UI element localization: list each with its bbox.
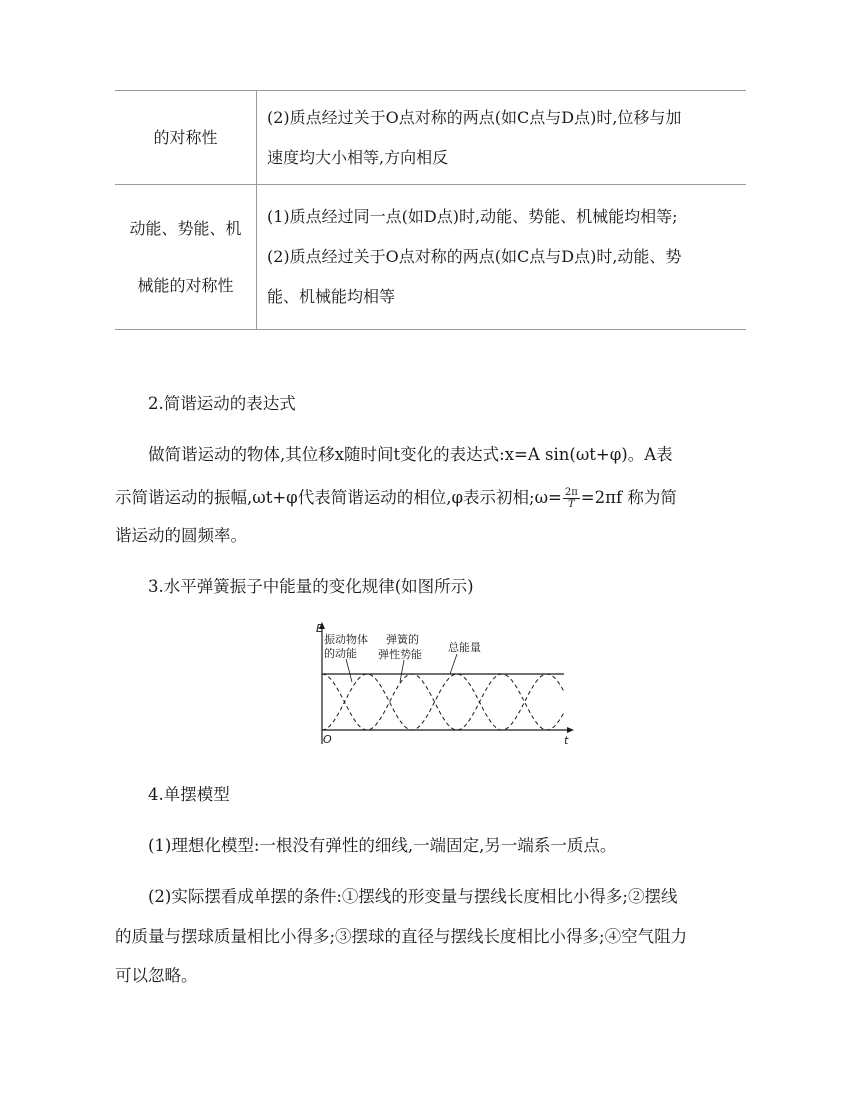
section-heading: 2.简谐运动的表达式 xyxy=(148,394,296,413)
formula-text: 示简谐运动的振幅,ωt+φ代表简谐运动的相位,φ表示初相;ω= xyxy=(115,488,562,507)
elastic-label: 弹簧的 xyxy=(386,633,419,646)
fraction-numerator: 2π xyxy=(564,487,578,498)
elastic-potential-curve xyxy=(322,674,564,730)
paragraph-line: 做简谐运动的物体,其位移x随时间t变化的表达式:x=A sin(ωt+φ)。A表 xyxy=(148,445,673,464)
content-line: 能、机械能均相等 xyxy=(267,287,396,306)
content-line: (2)质点经过关于O点对称的两点(如C点与D点)时,位移与加 xyxy=(267,107,682,127)
y-axis-label: E xyxy=(316,622,323,635)
elastic-label-leader xyxy=(400,660,404,682)
total-label: 总能量 xyxy=(448,641,481,654)
table-cell-content xyxy=(257,185,747,330)
paragraph-line: 的质量与摆球质量相比小得多;③摆球的直径与摆线长度相比小得多;④空气阻力 xyxy=(115,927,688,946)
x-axis-label: t xyxy=(564,734,569,747)
paragraph-line: 可以忽略。 xyxy=(115,966,198,985)
paragraph-line: 谐运动的圆频率。 xyxy=(115,526,247,545)
row-label: 的对称性 xyxy=(153,127,218,147)
table-cell-label xyxy=(115,185,257,330)
section-heading: 4.单摆模型 xyxy=(148,785,230,804)
table-row xyxy=(115,185,746,330)
kinetic-energy-curve xyxy=(322,674,564,730)
total-label-leader xyxy=(450,654,457,674)
content-line: (1)质点经过同一点(如D点)时,动能、势能、机械能均相等; xyxy=(267,207,678,226)
fraction-denominator: T xyxy=(567,499,575,510)
symmetry-table xyxy=(115,90,746,330)
x-axis-arrow xyxy=(567,727,574,733)
formula-text: =2πf 称为简 xyxy=(580,488,677,507)
content-line: (2)质点经过关于O点对称的两点(如C点与D点)时,动能、势 xyxy=(267,247,682,266)
row-label: 械能的对称性 xyxy=(137,276,234,295)
table-cell-content xyxy=(257,91,747,185)
row-label: 动能、势能、机 xyxy=(129,219,242,238)
section-heading: 3.水平弹簧振子中能量的变化规律(如图所示) xyxy=(148,577,474,596)
table-row xyxy=(115,91,746,185)
paragraph-line: (2)实际摆看成单摆的条件:①摆线的形变量与摆线长度相比小得多;②摆线 xyxy=(148,887,678,906)
origin-label: O xyxy=(323,733,332,746)
kinetic-label-leader xyxy=(346,659,352,682)
kinetic-label: 振动物体 xyxy=(324,633,368,646)
energy-diagram xyxy=(312,620,577,755)
table-cell-label xyxy=(115,91,257,185)
content-line: 速度均大小相等,方向相反 xyxy=(267,147,449,167)
kinetic-label: 的动能 xyxy=(324,647,357,660)
paragraph-line: (1)理想化模型:一根没有弹性的细线,一端固定,另一端系一质点。 xyxy=(148,836,617,855)
elastic-label: 弹性势能 xyxy=(378,648,422,661)
paragraph-line xyxy=(115,486,677,510)
fraction xyxy=(563,487,580,510)
